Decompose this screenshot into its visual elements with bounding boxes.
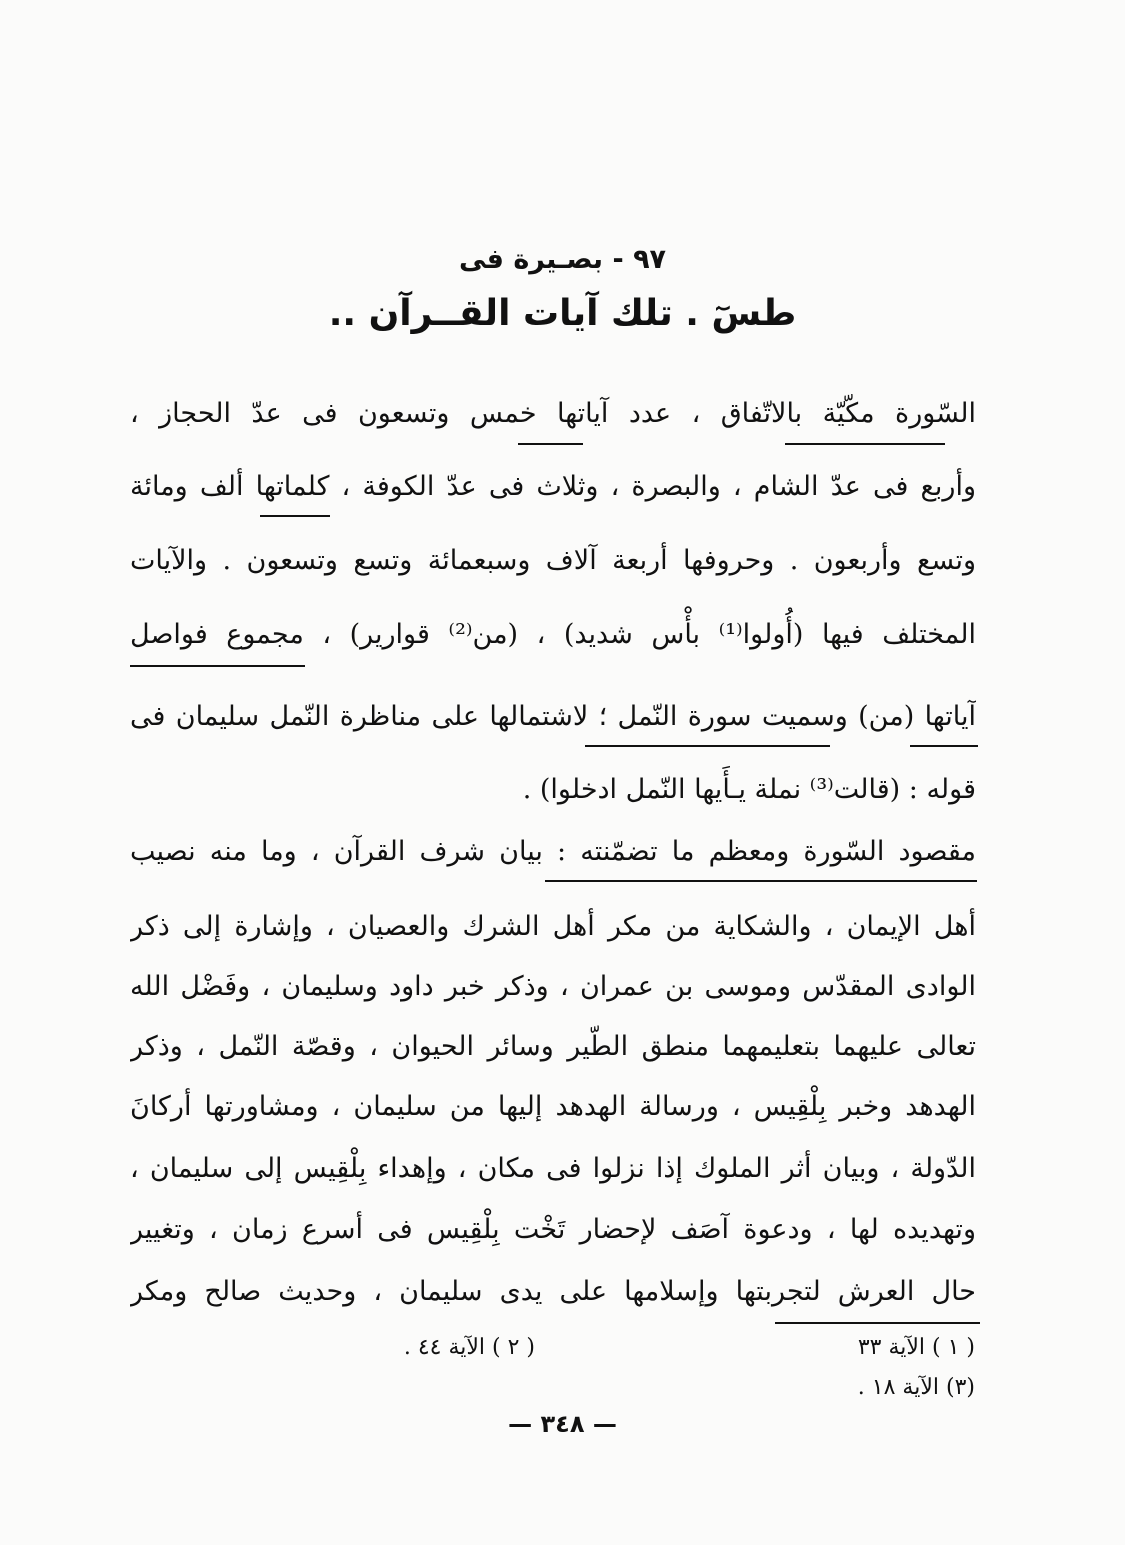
footnote-3: (٣) الآية ١٨ . bbox=[857, 1375, 975, 1400]
text-line-5: آياتها (من) وسميت سورة النّمل ؛ لاشتمالها على مناظرة النّمل سليمان فى bbox=[130, 701, 976, 732]
underline-ayatuha-2 bbox=[910, 745, 978, 747]
text-line-10: تعالى عليهما بتعليمهما منطق الطّير وسائر الحيوان ، وقصّة النّمل ، وذكر bbox=[130, 1031, 976, 1062]
text-line-4: المختلف فيها (أُولوا⁽¹⁾ بأْس شديد) ، (من⁽²⁾ قوارير) ، مجموع فواصل bbox=[130, 619, 976, 650]
text-line-8: أهل الإيمان ، والشكاية من مكر أهل الشرك والعصيان ، وإشارة إلى ذكر bbox=[130, 911, 976, 942]
footnote-rule bbox=[775, 1322, 980, 1324]
text-line-9: الوادى المقدّس وموسى بن عمران ، وذكر خبر داود وسليمان ، وفَضْل الله bbox=[130, 971, 976, 1002]
page-number: — ٣٤٨ — bbox=[508, 1410, 617, 1438]
text-line-13: وتهديده لها ، ودعوة آصَف لإحضار تَخْت بِلْقِيس فى أسرع زمان ، وتغيير bbox=[130, 1214, 976, 1245]
text-line-6: قوله : (قالت⁽³⁾ نملة يـأَيها النّمل ادخلوا) . bbox=[522, 774, 976, 805]
text-line-12: الدّولة ، وبيان أثر الملوك إذا نزلوا فى مكان ، وإهداء بِلْقِيس إلى سليمان ، bbox=[130, 1153, 976, 1184]
underline-ayatuha bbox=[518, 443, 583, 445]
chapter-title: طسٓ . تلك آيات القــرآن .. bbox=[328, 293, 797, 334]
underline-maqsud bbox=[545, 880, 977, 882]
chapter-number-heading: ٩٧ - بصـيرة فى bbox=[458, 244, 667, 275]
text-line-1: السّورة مكّيّة بالاتّفاق ، عدد آياتها خمس وتسعون فى عدّ الحجاز ، bbox=[130, 398, 976, 429]
text-line-11: الهدهد وخبر بِلْقِيس ، ورسالة الهدهد إليها من سليمان ، ومشاورتها أركانَ bbox=[130, 1091, 976, 1122]
underline-named bbox=[585, 745, 830, 747]
text-line-7: مقصود السّورة ومعظم ما تضمّنته : بيان شرف القرآن ، وما منه نصيب bbox=[130, 836, 976, 867]
underline-kalimatuha bbox=[260, 515, 330, 517]
underline-fawasil bbox=[130, 665, 305, 667]
text-line-3: وتسع وأربعون . وحروفها أربعة آلاف وسبعمائة وتسع وتسعون . والآيات bbox=[130, 545, 976, 576]
text-line-2: وأربع فى عدّ الشام ، والبصرة ، وثلاث فى عدّ الكوفة ، كلماتها ألف ومائة bbox=[130, 471, 976, 502]
underline-surah bbox=[785, 443, 945, 445]
text-line-14: حال العرش لتجربتها وإسلامها على يدى سليمان ، وحديث صالح ومكر bbox=[130, 1276, 976, 1307]
footnote-2: ( ٢ ) الآية ٤٤ . bbox=[403, 1335, 535, 1360]
footnote-1: ( ١ ) الآية ٣٣ bbox=[857, 1335, 975, 1360]
